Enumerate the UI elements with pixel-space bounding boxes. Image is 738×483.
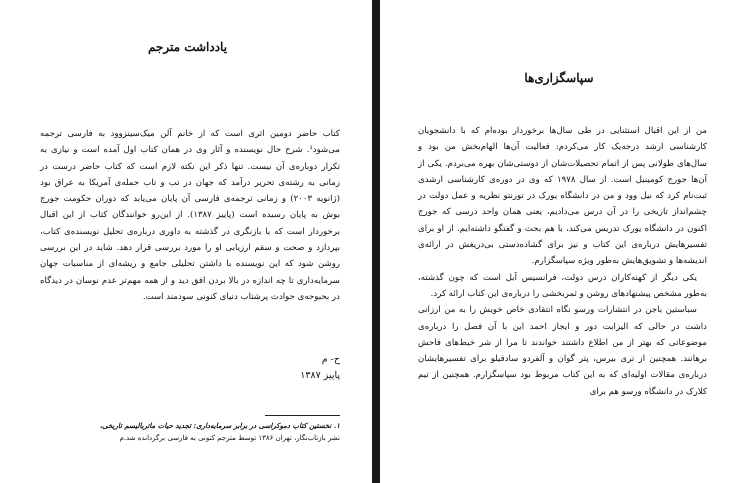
- footnote-title: ۱. نخستین کتاب دموکراسی در برابر سرمایه‌داری: تجدید حیات ماتریالیسم تاریخی،: [99, 421, 340, 430]
- translator-initials: ح- م: [321, 354, 340, 365]
- page-title: یادداشت مترجم: [147, 40, 228, 54]
- page-gutter: [372, 0, 380, 483]
- signature-block: [40, 352, 340, 384]
- footnote-text: نشر بازتاب‌نگار، تهران ۱۳۸۶ توسط مترجم کنونی به فارسی برگردانده شد.م: [119, 434, 340, 442]
- page-title: سپاسگزاری‌ها: [524, 71, 594, 85]
- note-date: پاییز ۱۳۸۷: [300, 370, 340, 381]
- paragraph: یکی دیگر از کهنه‌کاران درس دولت، فرانسیس آبل است که چون گذشته، به‌طور مشخص پیشنهادهای روشن و ثمربخشی را درباره‌ی این کتاب ارائه کرد.: [418, 272, 707, 299]
- paragraph: سباستین باجن در انتشارات ورسو نگاه انتقادی خاص خویش را به من ارزانی داشت در حالی که الیزابت دور و ایجاز احمد این با آن فصل را درباره‌ی موضوعاتی که بهتر از من اطلاع داشتند خواندند تا مرا از شر خیط‌های فاحش برهانند. همچنین از تری بیرس، پتر گوان و آلفردو سادفیلو برای تفسیرهایشان درباره‌ی مقالات اولیه‌ای که به این کتاب مربوط بود سپاسگزارم. همچنین از تیم کلارک در دانشگاه ورسو هم برای: [418, 305, 707, 397]
- footnote-divider: [265, 415, 340, 416]
- right-page: [380, 0, 738, 483]
- acknowledgements-body: [418, 123, 707, 400]
- footnote: [40, 420, 340, 444]
- translator-note-body: کتاب حاضر دومین اثری است که از خانم آلن میک‌سینزوود به فارسی ترجمه می‌شود¹. شرح حال نویسنده و آثار وی در همان کتاب اول آمده است و نیازی به تکرار دوباره‌ی آن نیست. تنها ذکر این نکته لازم است که کتاب حاضر درست در زمانی به رشته‌ی تحریر درآمد که جهان در تب و تاب حمله‌ی آمریکا به عراق بود (ژانویه ۲۰۰۳) و زمانی ترجمه‌ی فارسی آن پایان می‌یابد که دوران حکومت جورج بوش به پایان رسیده است (پاییز ۱۳۸۷). از این‌رو خوانندگان کتاب از این اقبال برخوردار است که با بازنگری در گذشته به داوری درباره‌ی تحلیل نویسنده‌ی کتاب، بپردازد و صحت و سقم ارزیابی او را مورد بررسی قرار دهد. شاید در این بررسی روشن شود که این نویسنده با داشتن تحلیلی جامع و ریشه‌ای از مناسبات جهان سرمایه‌داری تا چه اندازه در بالا بردن افق دید و از همه مهم‌تر عدم نوسان در دیدگاه در بحبوحه‌ی حوادث پرشتاب دنیای کنونی سودمند است.: [40, 129, 340, 302]
- paragraph: من از این اقبال استثنایی در طی سال‌ها برخوردار بوده‌ام که با دانشجویان کارشناسی ارشد درجه‌یک کار می‌کردم: فعالیت آن‌ها الهام‌بخش من بود و سال‌های طولانی پس از اتمام تحصیلات‌شان از دوستی‌شان بهره می‌بردم. یکی از آن‌ها جورج کومینیل است. از سال ۱۹۷۸ که وی در دوره‌ی کارشناسی ارشدی ثبت‌نام کرد که نیل وود و من در دانشگاه یورک در تورنتو نظریه و عمل دولت در چشم‌انداز تاریخی را در آن درس می‌دادیم، یعنی همان واحد درسی که جورج اکنون در دانشگاه یورک تدریس می‌کند، با هم بحث و گفتگو داشته‌ایم. از او برای تفسیرهایش درباره‌ی این کتاب و نیز برای گشاده‌دستی بی‌دریغش در ارائه‌ی اندیشه‌ها و تشویق‌هایش به‌طور ویژه سپاسگزارم.: [418, 126, 707, 267]
